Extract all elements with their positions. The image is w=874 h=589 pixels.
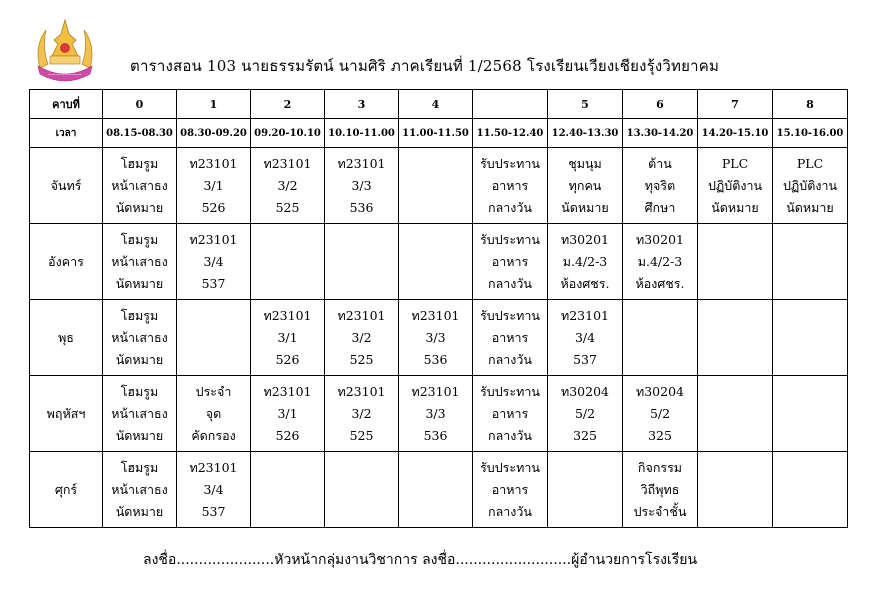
- svg-text:~~~~~~~~~~: ~~~~~~~~~~: [48, 72, 82, 77]
- schedule-cell: [325, 224, 399, 300]
- schedule-cell: [325, 300, 399, 376]
- schedule-cell: [548, 224, 623, 300]
- day-row: [30, 300, 848, 376]
- schedule-cell: [623, 452, 698, 528]
- cell-line: รับประทาน: [480, 383, 540, 399]
- cell-line: 3/2: [351, 405, 372, 421]
- schedule-cell: [325, 376, 399, 452]
- cell-line: อาหาร: [491, 329, 529, 345]
- time-slot: 15.10-16.00: [773, 119, 848, 148]
- schedule-cell: [698, 452, 773, 528]
- cell-line: ท23101: [560, 307, 609, 323]
- schedule-cell: [473, 224, 548, 300]
- day-name: จันทร์: [30, 148, 103, 224]
- cell-line: 3/2: [351, 329, 372, 345]
- cell-line: ท23101: [337, 307, 386, 323]
- time-slot: 11.00-11.50: [399, 119, 473, 148]
- cell-line: รับประทาน: [480, 155, 540, 171]
- cell-line: กลางวัน: [488, 351, 532, 367]
- cell-line: ท23101: [337, 155, 386, 171]
- schedule-cell: [773, 224, 848, 300]
- schedule-cell: [399, 452, 473, 528]
- time-slot: 08.30-09.20: [177, 119, 251, 148]
- cell-line: โฮมรูม: [120, 459, 159, 475]
- cell-line: ทุกคน: [568, 177, 602, 193]
- period-number: 5: [548, 90, 623, 119]
- schedule-cell: [473, 452, 548, 528]
- schedule-cell: [325, 148, 399, 224]
- cell-line: นัดหมาย: [786, 199, 834, 215]
- schedule-cell: [177, 376, 251, 452]
- cell-line: 3/3: [425, 405, 446, 421]
- cell-line: ท23101: [263, 307, 312, 323]
- schedule-cell: [177, 452, 251, 528]
- schedule-cell: [325, 452, 399, 528]
- cell-line: นัดหมาย: [115, 427, 164, 443]
- signature-line: ลงชื่อ......................หัวหน้ากลุ่มงานวิชาการ ลงชื่อ..........................ผู้อำนวยการโรงเรียน: [143, 552, 698, 568]
- cell-line: หน้าเสาธง: [111, 177, 168, 193]
- cell-line: 3/4: [574, 329, 596, 345]
- cell-line: 3/4: [203, 253, 224, 269]
- cell-line: ท23101: [189, 155, 238, 171]
- cell-line: กลางวัน: [488, 427, 532, 443]
- cell-line: 525: [349, 427, 374, 443]
- day-name: พุธ: [30, 300, 103, 376]
- cell-line: โฮมรูม: [120, 383, 159, 399]
- time-slot: 09.20-10.10: [251, 119, 325, 148]
- cell-line: ท30204: [560, 383, 609, 399]
- time-slot: 12.40-13.30: [548, 119, 623, 148]
- cell-line: หน้าเสาธง: [111, 405, 168, 421]
- schedule-cell: [251, 376, 325, 452]
- schedule-cell: [103, 376, 177, 452]
- cell-line: นัดหมาย: [115, 351, 164, 367]
- cell-line: นัดหมาย: [115, 199, 164, 215]
- cell-line: หน้าเสาธง: [111, 253, 168, 269]
- cell-line: รับประทาน: [480, 307, 540, 323]
- cell-line: ท23101: [263, 383, 312, 399]
- cell-line: 537: [201, 503, 226, 519]
- cell-line: ทุจริต: [644, 177, 676, 193]
- period-number: 4: [399, 90, 473, 119]
- cell-line: อาหาร: [491, 481, 529, 497]
- cell-line: 525: [349, 351, 374, 367]
- schedule-cell: [623, 300, 698, 376]
- school-logo-icon: [30, 16, 100, 86]
- schedule-cell: [103, 452, 177, 528]
- cell-line: ท23101: [411, 383, 460, 399]
- period-number: 6: [623, 90, 698, 119]
- cell-line: 3/1: [203, 177, 224, 193]
- period-number: 2: [251, 90, 325, 119]
- cell-line: 3/2: [277, 177, 298, 193]
- schedule-cell: [399, 224, 473, 300]
- cell-line: 3/1: [277, 329, 298, 345]
- schedule-cell: [773, 452, 848, 528]
- cell-line: กลางวัน: [488, 199, 532, 215]
- cell-line: 3/1: [277, 405, 298, 421]
- cell-line: 325: [573, 427, 597, 443]
- cell-line: ต้าน: [648, 155, 672, 171]
- cell-line: รับประทาน: [480, 459, 540, 475]
- time-slot: 13.30-14.20: [623, 119, 698, 148]
- schedule-cell: [773, 300, 848, 376]
- cell-line: ท30201: [635, 231, 684, 247]
- schedule-cell: [623, 376, 698, 452]
- schedule-cell: [251, 224, 325, 300]
- cell-line: ห้องศชร.: [635, 275, 685, 291]
- cell-line: นัดหมาย: [711, 199, 759, 215]
- cell-line: นัดหมาย: [561, 199, 609, 215]
- schedule-cell: [103, 224, 177, 300]
- cell-line: นัดหมาย: [115, 275, 164, 291]
- schedule-cell: [548, 376, 623, 452]
- schedule-cell: [177, 224, 251, 300]
- day-row: [30, 452, 848, 528]
- cell-line: 5/2: [649, 405, 671, 421]
- schedule-cell: [251, 300, 325, 376]
- cell-line: 525: [275, 199, 300, 215]
- schedule-cell: [548, 148, 623, 224]
- schedule-cell: [623, 148, 698, 224]
- day-name: ศุกร์: [30, 452, 103, 528]
- cell-line: ห้องศชร.: [560, 275, 610, 291]
- time-slot: 14.20-15.10: [698, 119, 773, 148]
- cell-line: ม.4/2-3: [637, 253, 683, 269]
- cell-line: หน้าเสาธง: [111, 329, 168, 345]
- cell-line: โฮมรูม: [120, 307, 159, 323]
- cell-line: 3/4: [203, 481, 224, 497]
- cell-line: ท30201: [560, 231, 609, 247]
- cell-line: กลางวัน: [488, 275, 532, 291]
- day-name: พฤหัสฯ: [30, 376, 103, 452]
- schedule-cell: [399, 300, 473, 376]
- period-number: 0: [103, 90, 177, 119]
- cell-line: รับประทาน: [480, 231, 540, 247]
- schedule-cell: [773, 148, 848, 224]
- schedule-cell: [103, 300, 177, 376]
- cell-line: กลางวัน: [488, 503, 532, 519]
- schedule-cell: [251, 148, 325, 224]
- schedule-cell: [177, 300, 251, 376]
- cell-line: PLC: [796, 155, 824, 171]
- period-number: [473, 90, 548, 119]
- cell-line: จุด: [205, 405, 222, 421]
- schedule-cell: [473, 148, 548, 224]
- cell-line: 526: [201, 199, 226, 215]
- timetable: [29, 89, 848, 528]
- cell-line: นัดหมาย: [115, 503, 164, 519]
- cell-line: ท23101: [337, 383, 386, 399]
- cell-line: 325: [648, 427, 672, 443]
- cell-line: 3/3: [351, 177, 372, 193]
- time-slot: 08.15-08.30: [103, 119, 177, 148]
- schedule-cell: [698, 376, 773, 452]
- cell-line: ท23101: [411, 307, 460, 323]
- cell-line: 536: [423, 351, 448, 367]
- schedule-cell: [251, 452, 325, 528]
- cell-line: กิจกรรม: [637, 459, 683, 475]
- cell-line: 537: [201, 275, 226, 291]
- schedule-cell: [698, 300, 773, 376]
- day-row: [30, 376, 848, 452]
- cell-line: 526: [275, 427, 300, 443]
- time-slot: 10.10-11.00: [325, 119, 399, 148]
- schedule-cell: [399, 148, 473, 224]
- cell-line: ชุมนุม: [568, 155, 602, 171]
- cell-line: 5/2: [574, 405, 596, 421]
- schedule-cell: [548, 452, 623, 528]
- period-number: 8: [773, 90, 848, 119]
- cell-line: PLC: [721, 155, 749, 171]
- cell-line: ท23101: [189, 231, 238, 247]
- cell-line: อาหาร: [491, 405, 529, 421]
- schedule-cell: [103, 148, 177, 224]
- time-slot: 11.50-12.40: [473, 119, 548, 148]
- period-number: 7: [698, 90, 773, 119]
- cell-line: หน้าเสาธง: [111, 481, 168, 497]
- cell-line: ปฏิบัติงาน: [707, 177, 763, 193]
- schedule-cell: [399, 376, 473, 452]
- cell-line: โฮมรูม: [120, 231, 159, 247]
- cell-line: ม.4/2-3: [562, 253, 608, 269]
- cell-line: ท30204: [635, 383, 684, 399]
- schedule-cell: [623, 224, 698, 300]
- cell-line: โฮมรูม: [120, 155, 159, 171]
- page-title: ตารางสอน 103 นายธรรมรัตน์ นามศิริ ภาคเรียนที่ 1/2568 โรงเรียนเวียงเชียงรุ้งวิทยาคม: [130, 57, 720, 75]
- day-name: อังคาร: [30, 224, 103, 300]
- schedule-cell: [548, 300, 623, 376]
- schedule-cell: [177, 148, 251, 224]
- cell-line: ประจำชั้น: [633, 503, 687, 519]
- cell-line: อาหาร: [491, 253, 529, 269]
- period-number: 1: [177, 90, 251, 119]
- cell-line: 526: [275, 351, 300, 367]
- cell-line: วิถีพุทธ: [640, 481, 680, 497]
- cell-line: 537: [573, 351, 597, 367]
- cell-line: ประจำ: [195, 383, 232, 399]
- cell-line: คัดกรอง: [191, 427, 236, 443]
- period-number: 3: [325, 90, 399, 119]
- schedule-cell: [473, 300, 548, 376]
- cell-line: 536: [349, 199, 374, 215]
- day-row: [30, 224, 848, 300]
- cell-line: อาหาร: [491, 177, 529, 193]
- cell-line: ท23101: [263, 155, 312, 171]
- period-header-label: คาบที่: [30, 90, 103, 119]
- day-row: [30, 148, 848, 224]
- cell-line: ท23101: [189, 459, 238, 475]
- schedule-cell: [698, 224, 773, 300]
- time-header-label: เวลา: [30, 119, 103, 148]
- schedule-cell: [773, 376, 848, 452]
- schedule-cell: [698, 148, 773, 224]
- cell-line: 3/3: [425, 329, 446, 345]
- schedule-cell: [473, 376, 548, 452]
- cell-line: ศึกษา: [644, 199, 676, 215]
- cell-line: 536: [423, 427, 448, 443]
- cell-line: ปฏิบัติงาน: [782, 177, 838, 193]
